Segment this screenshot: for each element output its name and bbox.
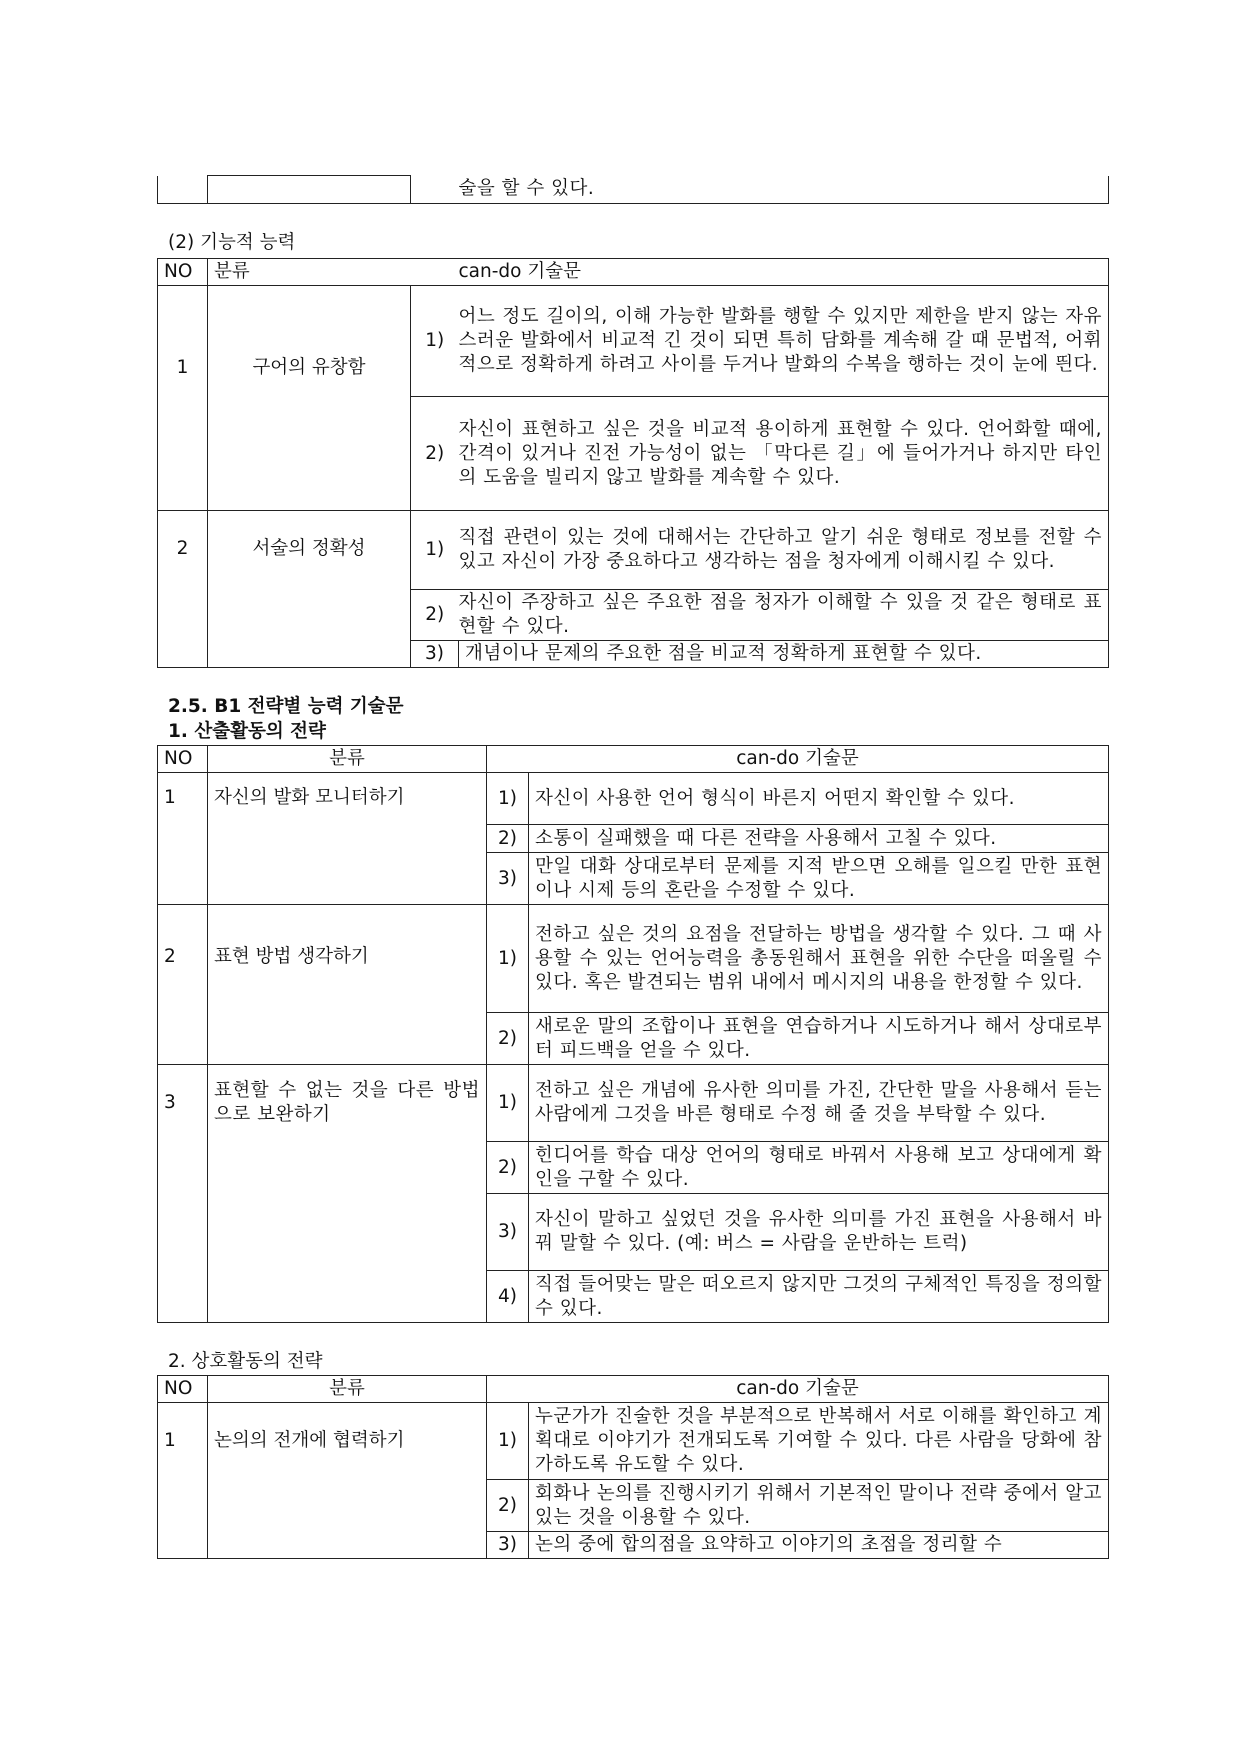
category-cell: 구어의 유창함 [208, 286, 411, 511]
category-cell: 서술의 정확성 [208, 511, 411, 668]
statement-cell: 자신이 말하고 싶었던 것을 유사한 의미를 가진 표현을 사용해서 바꿔 말할 수 있다. (예: 버스 = 사람을 운반하는 트럭) [529, 1194, 1109, 1271]
statement-cell: 어느 정도 길이의, 이해 가능한 발화를 행할 수 있지만 제한을 받지 않는 자유스러운 발화에서 비교적 긴 것이 되면 특히 담화를 계속해 갈 때 문법적, 어휘적으로 정확하게 하려고 사이를 두거나 발화의 수복을 행하는 것이 눈에 띈다. [459, 286, 1109, 397]
table-header-row [158, 746, 1109, 773]
subsection-heading-production: 1. 산출활동의 전략 [168, 721, 326, 742]
item-number: 2) [487, 1142, 529, 1194]
header-statement: can-do 기술문 [487, 1376, 1109, 1403]
item-number: 1) [487, 1065, 529, 1142]
item-number: 3) [487, 853, 529, 905]
table-row [158, 511, 1109, 590]
statement-cell: 만일 대화 상대로부터 문제를 지적 받으면 오해를 일으킬 만한 표현이나 시제 등의 혼란을 수정할 수 있다. [529, 853, 1109, 905]
row-number: 3 [158, 1065, 208, 1323]
statement-cell: 누군가가 진술한 것을 부분적으로 반복해서 서로 이해를 확인하고 계획대로 이야기가 전개되도록 기여할 수 있다. 다른 사람을 당화에 참가하도록 유도할 수 있다. [529, 1403, 1109, 1480]
table-row [158, 1403, 1109, 1480]
production-strategy-table [157, 745, 1109, 1323]
category-cell: 표현할 수 없는 것을 다른 방법으로 보완하기 [208, 1065, 487, 1323]
header-statement: can-do 기술문 [487, 746, 1109, 773]
row-number: 2 [158, 511, 208, 668]
statement-cell: 자신이 표현하고 싶은 것을 비교적 용이하게 표현할 수 있다. 언어화할 때에, 간격이 있거나 진전 가능성이 없는 「막다른 길」에 들어가거나 하지만 타인의 도움을 빌리지 않고 발화를 계속할 수 있다. [459, 397, 1109, 511]
item-number: 2) [487, 825, 529, 853]
row-number: 1 [158, 286, 208, 511]
table-row [158, 286, 1109, 397]
empty-cell [208, 176, 411, 204]
item-number: 1) [487, 1403, 529, 1480]
statement-cell: 새로운 말의 조합이나 표현을 연습하거나 시도하거나 해서 상대로부터 피드백을 얻을 수 있다. [529, 1013, 1109, 1065]
statement-cell: 소통이 실패했을 때 다른 전략을 사용해서 고칠 수 있다. [529, 825, 1109, 853]
statement-cell: 힌디어를 학습 대상 언어의 형태로 바꿔서 사용해 보고 상대에게 확인을 구할 수 있다. [529, 1142, 1109, 1194]
item-number: 2) [411, 397, 459, 511]
statement-cell: 논의 중에 합의점을 요약하고 이야기의 초점을 정리할 수 [529, 1532, 1109, 1559]
row-number: 1 [158, 1403, 208, 1559]
statement-cell: 회화나 논의를 진행시키기 위해서 기본적인 말이나 전략 중에서 알고 있는 것을 이용할 수 있다. [529, 1480, 1109, 1532]
table-header-row [158, 259, 1109, 286]
item-number: 3) [487, 1532, 529, 1559]
table-header-row [158, 1376, 1109, 1403]
header-category: 분류 [208, 259, 411, 286]
table-row [158, 905, 1109, 1013]
statement-cell: 직접 들어맞는 말은 떠오르지 않지만 그것의 구체적인 특징을 정의할 수 있다. [529, 1271, 1109, 1323]
row-number: 2 [158, 905, 208, 1065]
item-number: 1) [487, 905, 529, 1013]
category-cell: 표현 방법 생각하기 [208, 905, 487, 1065]
empty-cell [411, 176, 459, 204]
header-no: NO [158, 746, 208, 773]
statement-cell: 자신이 주장하고 싶은 주요한 점을 청자가 이해할 수 있을 것 같은 형태로 표현할 수 있다. [459, 590, 1109, 641]
statement-cell: 전하고 싶은 개념에 유사한 의미를 가진, 간단한 말을 사용해서 듣는 사람에게 그것을 바른 형태로 수정 해 줄 것을 부탁할 수 있다. [529, 1065, 1109, 1142]
category-cell: 자신의 발화 모니터하기 [208, 773, 487, 905]
header-category: 분류 [208, 1376, 487, 1403]
category-cell: 논의의 전개에 협력하기 [208, 1403, 487, 1559]
statement-cell: 전하고 싶은 것의 요점을 전달하는 방법을 생각할 수 있다. 그 때 사용할 수 있는 언어능력을 총동원해서 표현을 위한 수단을 떠올릴 수 있다. 혹은 발견되는 범위 내에서 메시지의 내용을 한정할 수 있다. [529, 905, 1109, 1013]
item-number: 2) [487, 1013, 529, 1065]
row-number: 1 [158, 773, 208, 905]
table-row [158, 773, 1109, 825]
interaction-strategy-table [157, 1375, 1109, 1559]
item-number: 4) [487, 1271, 529, 1323]
statement-cell: 직접 관련이 있는 것에 대해서는 간단하고 알기 쉬운 형태로 정보를 전할 수 있고 자신이 가장 중요하다고 생각하는 점을 청자에게 이해시킬 수 있다. [459, 511, 1109, 590]
item-number: 3) [411, 641, 459, 668]
empty-cell [158, 176, 208, 204]
item-number: 1) [411, 511, 459, 590]
header-empty [411, 259, 459, 286]
header-statement: can-do 기술문 [459, 259, 1109, 286]
statement-cell: 자신이 사용한 언어 형식이 바른지 어떤지 확인할 수 있다. [529, 773, 1109, 825]
table-row [158, 1065, 1109, 1142]
item-number: 1) [411, 286, 459, 397]
section-heading-strategy: 2.5. B1 전략별 능력 기술문 [168, 696, 404, 717]
statement-cell: 개념이나 문제의 주요한 점을 비교적 정확하게 표현할 수 있다. [459, 641, 1109, 668]
item-number: 1) [487, 773, 529, 825]
item-number: 2) [411, 590, 459, 641]
table-row [158, 176, 1109, 204]
item-number: 3) [487, 1194, 529, 1271]
fragment-text: 술을 할 수 있다. [459, 176, 1109, 204]
section-heading-functional: (2) 기능적 능력 [168, 232, 296, 253]
fragment-table [157, 175, 1109, 204]
item-number: 2) [487, 1480, 529, 1532]
header-no: NO [158, 259, 208, 286]
header-category: 분류 [208, 746, 487, 773]
subsection-heading-interaction: 2. 상호활동의 전략 [168, 1351, 323, 1372]
header-no: NO [158, 1376, 208, 1403]
functional-table [157, 258, 1109, 668]
